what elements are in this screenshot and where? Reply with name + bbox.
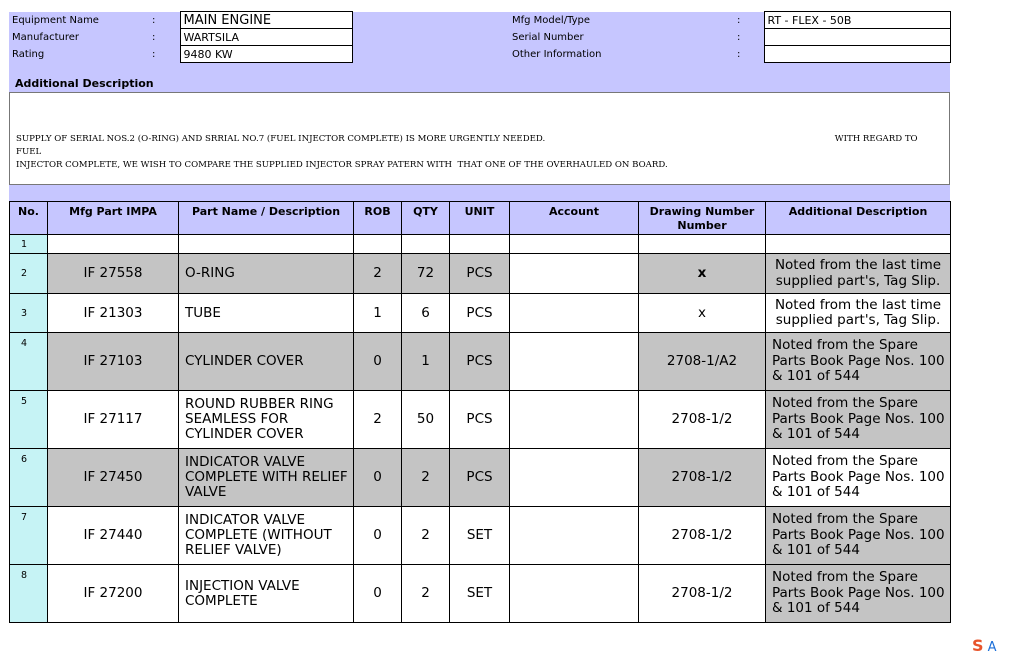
col-header-mfg-part: Mfg Part IMPA — [48, 202, 179, 235]
rob-cell: 0 — [354, 565, 402, 623]
mfg-part-cell: IF 27558 — [48, 254, 179, 294]
qty-cell: 2 — [402, 565, 450, 623]
mfg-part-cell: IF 27440 — [48, 507, 179, 565]
mfg-part-cell: IF 21303 — [48, 294, 179, 333]
drawing-cell: x — [639, 254, 766, 294]
table-row — [10, 254, 951, 294]
table-header-row — [10, 202, 951, 235]
unit-cell: PCS — [450, 333, 510, 391]
rob-cell: 0 — [354, 333, 402, 391]
unit-cell: PCS — [450, 294, 510, 333]
unit-cell: PCS — [450, 391, 510, 449]
table-row — [10, 507, 951, 565]
part-name-cell: INDICATOR VALVE COMPLETE WITH RELIEF VALVE — [179, 449, 354, 507]
mfg-part-cell — [48, 235, 179, 254]
part-name-cell: CYLINDER COVER — [179, 333, 354, 391]
account-cell — [510, 449, 639, 507]
equipment-header — [9, 11, 951, 63]
col-header-unit: UNIT — [450, 202, 510, 235]
table-row — [10, 333, 951, 391]
colon: : — [149, 12, 180, 29]
table-row — [10, 235, 951, 254]
additional-description-text — [16, 133, 941, 172]
drawing-cell: 2708-1/2 — [639, 507, 766, 565]
row-number: 5 — [10, 391, 48, 449]
drawing-cell: 2708-1/2 — [639, 391, 766, 449]
rob-cell: 0 — [354, 507, 402, 565]
mfg-part-cell: IF 27117 — [48, 391, 179, 449]
drawing-cell: 2708-1/2 — [639, 565, 766, 623]
serial-number-value — [764, 29, 950, 46]
unit-cell — [450, 235, 510, 254]
other-info-value — [764, 46, 950, 63]
table-row — [10, 565, 951, 623]
qty-cell: 72 — [402, 254, 450, 294]
additional-cell: Noted from the Spare Parts Book Page Nos. 100 & 101 of 544 — [766, 565, 951, 623]
colon: : — [734, 29, 764, 46]
row-number: 3 — [10, 294, 48, 333]
qty-cell: 50 — [402, 391, 450, 449]
colon: : — [734, 12, 764, 29]
rating-value: 9480 KW — [180, 46, 352, 63]
qty-cell: 6 — [402, 294, 450, 333]
part-name-cell: INJECTION VALVE COMPLETE — [179, 565, 354, 623]
qty-cell: 2 — [402, 507, 450, 565]
additional-description-box — [9, 93, 950, 185]
parts-table — [9, 201, 951, 623]
row-number: 6 — [10, 449, 48, 507]
equipment-name-label: Equipment Name — [9, 12, 149, 29]
qty-cell — [402, 235, 450, 254]
additional-cell: Noted from the Spare Parts Book Page Nos. 100 & 101 of 544 — [766, 507, 951, 565]
col-header-part-name: Part Name / Description — [179, 202, 354, 235]
drawing-cell: 2708-1/2 — [639, 449, 766, 507]
rob-cell: 2 — [354, 391, 402, 449]
additional-cell: Noted from the Spare Parts Book Page Nos. 100 & 101 of 544 — [766, 449, 951, 507]
requisition-sheet — [9, 11, 950, 623]
row-number: 8 — [10, 565, 48, 623]
logo-icon: Ѕ — [972, 636, 984, 655]
table-row — [10, 391, 951, 449]
equipment-name-value: MAIN ENGINE — [180, 12, 352, 29]
account-cell — [510, 294, 639, 333]
drawing-cell — [639, 235, 766, 254]
col-header-qty: QTY — [402, 202, 450, 235]
col-header-rob: ROB — [354, 202, 402, 235]
section-divider — [9, 185, 950, 201]
other-info-label: Other Information — [509, 46, 734, 63]
additional-description-title: Additional Description — [9, 63, 950, 93]
table-row — [10, 294, 951, 333]
row-number: 2 — [10, 254, 48, 294]
account-cell — [510, 254, 639, 294]
unit-cell: PCS — [450, 449, 510, 507]
col-header-no: No. — [10, 202, 48, 235]
account-cell — [510, 333, 639, 391]
logo-text: A — [987, 640, 997, 655]
mfg-model-label: Mfg Model/Type — [509, 12, 734, 29]
rob-cell — [354, 235, 402, 254]
row-number: 7 — [10, 507, 48, 565]
part-name-cell — [179, 235, 354, 254]
description-line-2: INJECTOR COMPLETE, WE WISH TO COMPARE THE SUPPLIED INJECTOR SPRAY PATERN WITH THAT ONE OF THE OVERHAULED ON BOARD. — [16, 160, 668, 170]
mfg-model-value: RT - FLEX - 50B — [764, 12, 950, 29]
qty-cell: 2 — [402, 449, 450, 507]
row-number: 4 — [10, 333, 48, 391]
rating-label: Rating — [9, 46, 149, 63]
col-header-additional: Additional Description — [766, 202, 951, 235]
additional-cell: Noted from the Spare Parts Book Page Nos. 100 & 101 of 544 — [766, 391, 951, 449]
serial-number-label: Serial Number — [509, 29, 734, 46]
account-cell — [510, 565, 639, 623]
colon: : — [734, 46, 764, 63]
part-name-cell: ROUND RUBBER RING SEAMLESS FOR CYLINDER COVER — [179, 391, 354, 449]
rob-cell: 1 — [354, 294, 402, 333]
col-header-account: Account — [510, 202, 639, 235]
additional-cell: Noted from the Spare Parts Book Page Nos. 100 & 101 of 544 — [766, 333, 951, 391]
manufacturer-value: WARTSILA — [180, 29, 352, 46]
rob-cell: 2 — [354, 254, 402, 294]
unit-cell: SET — [450, 565, 510, 623]
part-name-cell: TUBE — [179, 294, 354, 333]
mfg-part-cell: IF 27200 — [48, 565, 179, 623]
additional-cell: Noted from the last time supplied part's, Tag Slip. — [766, 294, 951, 333]
account-cell — [510, 507, 639, 565]
drawing-cell: 2708-1/A2 — [639, 333, 766, 391]
part-name-cell: INDICATOR VALVE COMPLETE (WITHOUT RELIEF VALVE) — [179, 507, 354, 565]
drawing-cell: x — [639, 294, 766, 333]
part-name-cell: O-RING — [179, 254, 354, 294]
table-row — [10, 449, 951, 507]
mfg-part-cell: IF 27103 — [48, 333, 179, 391]
rob-cell: 0 — [354, 449, 402, 507]
additional-cell — [766, 235, 951, 254]
manufacturer-label: Manufacturer — [9, 29, 149, 46]
row-number: 1 — [10, 235, 48, 254]
unit-cell: PCS — [450, 254, 510, 294]
mfg-part-cell: IF 27450 — [48, 449, 179, 507]
col-header-drawing: Drawing Number Number — [639, 202, 766, 235]
additional-cell: Noted from the last time supplied part's, Tag Slip. — [766, 254, 951, 294]
colon: : — [149, 46, 180, 63]
account-cell — [510, 391, 639, 449]
account-cell — [510, 235, 639, 254]
colon: : — [149, 29, 180, 46]
app-logo — [972, 636, 1024, 655]
unit-cell: SET — [450, 507, 510, 565]
description-line-1: SUPPLY OF SERIAL NOS.2 (O-RING) AND SRRIAL NO.7 (FUEL INJECTOR COMPLETE) IS MORE URGENTLY NEEDED. WITH REGARD TO FUEL — [16, 134, 921, 157]
qty-cell: 1 — [402, 333, 450, 391]
